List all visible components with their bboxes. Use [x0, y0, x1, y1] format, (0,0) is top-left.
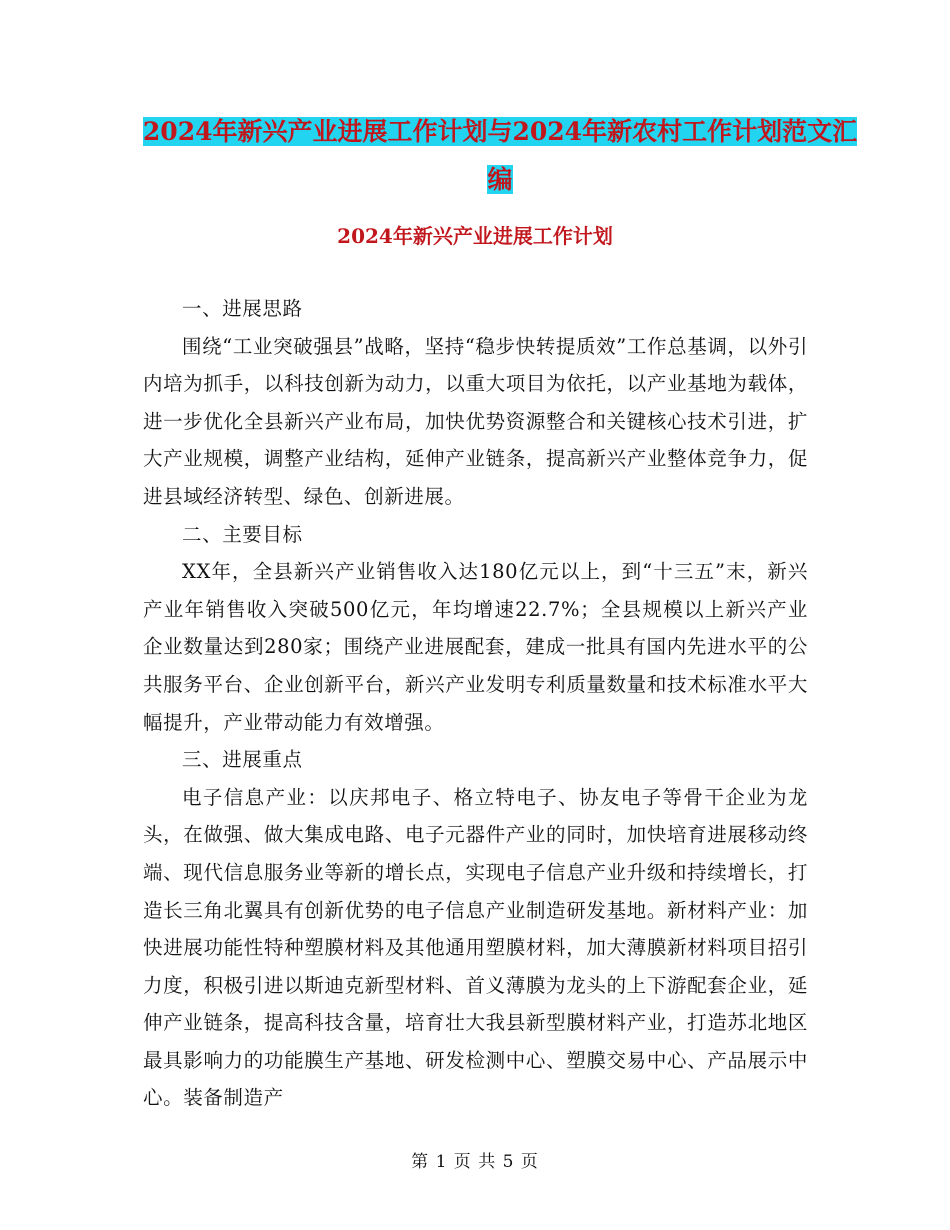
paragraph-3: 电子信息产业：以庆邦电子、格立特电子、协友电子等骨干企业为龙头，在做强、做大集成电路、电子元器件产业的同时，加快培育进展移动终端、现代信息服务业等新的增长点，实现电子信息产业升级和持续增长，打造长三角北翼具有创新优势的电子信息产业制造研发基地。新材料产业：加快进展功能性特种塑膜材料及其他通用塑膜材料，加大薄膜新材料项目招引力度，积极引进以斯迪克新型材料、首义薄膜为龙头的上下游配套企业，延伸产业链条，提高科技含量，培育壮大我县新型膜材料产业，打造苏北地区最具影响力的功能膜生产基地、研发检测中心、塑膜交易中心、产品展示中心。装备制造产: [143, 785, 808, 1110]
document-body: [143, 290, 808, 1117]
paragraph-2: XX年，全县新兴产业销售收入达180亿元以上，到“十三五”末，新兴产业年销售收入突破500亿元，年均增速22.7%；全县规模以上新兴产业企业数量达到280家；围绕产业进展配套，建成一批具有国内先进水平的公共服务平台、企业创新平台，新兴产业发明专利质量数量和技术标准水平大幅提升，产业带动能力有效增强。: [143, 560, 808, 734]
section-title: 2024年新兴产业进展工作计划: [337, 224, 613, 248]
heading-2: 二、主要目标: [182, 522, 303, 546]
heading-1: 一、进展思路: [182, 297, 303, 320]
heading-3: 三、进展重点: [182, 748, 303, 772]
paragraph-1: 围绕“工业突破强县”战略，坚持“稳步快转提质效”工作总基调，以外引内培为抓手，以科技创新为动力，以重大项目为依托，以产业基地为载体，进一步优化全县新兴产业布局，加快优势资源整合和关键核心技术引进，扩大产业规模，调整产业结构，延伸产业链条，提高新兴产业整体竞争力，促进县域经济转型、绿色、创新进展。: [143, 334, 808, 508]
document-title-text: 2024年新兴产业进展工作计划与2024年新农村工作计划范文汇编: [142, 117, 858, 194]
document-title: [140, 108, 860, 204]
page-footer: 第 1 页 共 5 页: [411, 1152, 539, 1172]
